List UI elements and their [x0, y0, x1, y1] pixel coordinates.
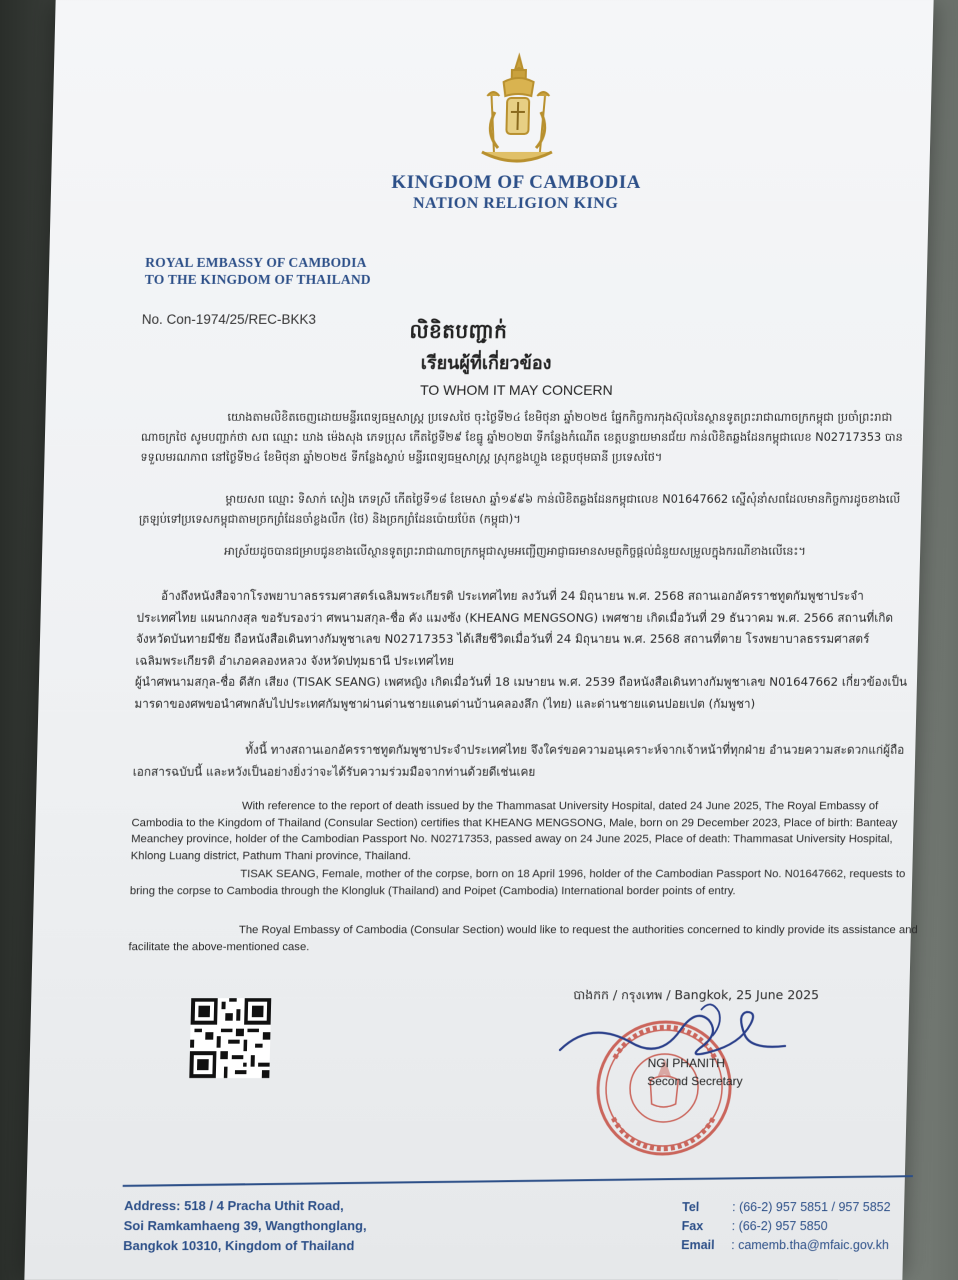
address-line-3: Bangkok 10310, Kingdom of Thailand — [123, 1238, 355, 1253]
email-value: : camemb.tha@mfaic.gov.kh — [731, 1238, 890, 1252]
tel-value: : (66-2) 957 5851 / 957 5852 — [731, 1200, 891, 1214]
fax-value: : (66-2) 957 5850 — [731, 1219, 828, 1233]
qr-code-icon — [189, 998, 271, 1078]
royal-coat-of-arms-icon — [471, 52, 564, 172]
kingdom-name: KINGDOM OF CAMBODIA — [391, 172, 642, 193]
embassy-line-1: ROYAL EMBASSY OF CAMBODIA — [145, 255, 367, 270]
tel-row — [682, 1198, 891, 1217]
english-paragraph-1: With reference to the report of death issued by the Thammasat University Hospital, dated 24 June 2025, The Royal Embassy of Cambodia to the Kingdom of Thailand (Consular Section) certifies that KHEANG MENGSONG, Male, born on 29 December 2023, Place of birth: Banteay Meanchey province, holder of the Cambodian Passport No. N02717353, passed away on 24 June 2025, Place of death: Thammasat University Hospital, Khlong Luang district, Pathum Thani province, Thailand. — [130, 800, 898, 862]
khmer-paragraph-1: យោងតាមលិខិតចេញដោយមន្ទីរពេទ្យធម្មសាស្ត្រ ប្រទេសថៃ ចុះថ្ងៃទី២៤ ខែមិថុនា ឆ្នាំ២០២៥ ផ្នែកកិច្ចការកុងស៊ុលនៃស្ថានទូតព្រះរាជាណាចក្រកម្ពុជា ប្រចាំព្រះរាជាណាចក្រថៃ សូមបញ្ជាក់ថា សព ឈ្មោះ ឃាង ម៉េងសុង ភេទប្រុស កើតថ្ងៃទី២៩ ខែធ្នូ ឆ្នាំ២០២៣ ទីកន្លែងកំណើត ខេត្តបន្ទាយមានជ័យ កាន់លិខិតឆ្លងដែនកម្ពុជាលេខ N02717353 បានទទួលមរណភាព នៅថ្ងៃទី២៤ ខែមិថុនា ឆ្នាំ២០២៥ ទីកន្លែងស្លាប់ មន្ទីរពេទ្យធម្មសាស្ត្រ ស្រុកខ្លងហ្លួង ខេត្តបថុមធានី ប្រទេសថៃ។ — [140, 411, 903, 464]
embassy-heading — [145, 254, 372, 288]
email-label: Email — [681, 1238, 715, 1252]
signer-title: Second Secretary — [647, 1074, 743, 1088]
date-line: បាងកក / กรุงเทพ / Bangkok, 25 June 2025 — [573, 987, 820, 1002]
thai-paragraph-1: อ้างถึงหนังสือจากโรงพยาบาลธรรมศาสตร์เฉลิมพระเกียรติ ประเทศไทย ลงวันที่ 24 มิถุนายน พ.ศ. 2568 สถานเอกอัครราชทูตกัมพูชาประจำประเทศไทย แผนกกงสุล ขอรับรองว่า ศพนามสกุล-ชื่อ คัง แมงซ้ง (KHEANG MENGSONG) เพศชาย เกิดเมื่อวันที่ 29 ธันวาคม พ.ศ. 2566 สถานที่เกิด จังหวัดบันทายมีชัย ถือหนังสือเดินทางกัมพูชาเลข N02717353 ได้เสียชีวิตเมื่อวันที่ 24 มิถุนายน พ.ศ. 2568 สถานที่ตาย โรงพยาบาลธรรมศาสตร์เฉลิมพระเกียรติ อำเภอคลองหลวง จังหวัดปทุมธานี ประเทศไทย — [135, 589, 894, 668]
signer-block — [647, 1054, 743, 1090]
footer-divider — [123, 1175, 913, 1187]
address-line-2: Soi Ramkamhaeng 39, Wangthonglang, — [123, 1218, 367, 1233]
kingdom-motto: NATION RELIGION KING — [412, 195, 619, 212]
email-row — [681, 1236, 890, 1255]
khmer-paragraph-3: អាស្រ័យដូចបានជម្រាបជូនខាងលើស្ថានទូតព្រះរាជាណាចក្រកម្ពុជាសូមអញ្ជើញអាជ្ញាធរមានសមត្ថកិច្ចផ្តល់ជំនួយសម្រួលក្នុងករណីខាងលើនេះ។ — [224, 545, 806, 558]
thai-title: เรียนผู้ที่เกี่ยวข้อง — [420, 353, 552, 374]
address-line-1: Address: 518 / 4 Pracha Uthit Road, — [123, 1198, 344, 1213]
fax-row — [681, 1217, 890, 1236]
embassy-line-2: TO THE KINGDOM OF THAILAND — [144, 272, 371, 287]
footer-contact — [681, 1198, 891, 1255]
fax-label: Fax — [681, 1219, 704, 1233]
khmer-title: លិខិតបញ្ជាក់ — [409, 319, 508, 343]
khmer-paragraph-2: ម្តាយសព ឈ្មោះ ទិសាក់ សៀង ភេទស្រី កើតថ្ងៃទី១៨ ខែមេសា ឆ្នាំ១៩៩៦ កាន់លិខិតឆ្លងដែនកម្ពុជាលេខ N01647662 ស្នើសុំនាំសពដែលមានកិច្ចការដូចខាងលើត្រឡប់ទៅប្រទេសកម្ពុជាតាមច្រកព្រំដែនចាំខ្លងលឹក (ថៃ) និងច្រកព្រំដែនប៉ោយប៉ែត (កម្ពុជា)។ — [138, 493, 901, 526]
signer-name: NGI PHANITH — [647, 1056, 726, 1070]
letter-paper — [24, 0, 933, 1280]
thai-paragraph-2: ผู้นำศพนามสกุล-ชื่อ ดีสัก เสียง (TISAK SEANG) เพศหญิง เกิดเมื่อวันที่ 18 เมษายน พ.ศ. 2539 ถือหนังสือเดินทางกัมพูชาเลข N01647662 เกี่ยวข้องเป็นมารดาของศพขอนำศพกลับไปประเทศกัมพูชาผ่านด่านชายแดนด่านบ้านคลองลึก (ไทย) และด่านชายแดนปอยเปต (กัมพูชา) — [134, 675, 908, 711]
tel-label: Tel — [681, 1200, 700, 1214]
footer-address — [123, 1196, 367, 1256]
english-title: TO WHOM IT MAY CONCERN — [419, 382, 613, 398]
thai-paragraph-3: ทั้งนี้ ทางสถานเอกอัครราชทูตกัมพูชาประจำประเทศไทย จึงใคร่ขอความอนุเคราะห์จากเจ้าหน้าที่ทุกฝ่าย อำนวยความสะดวกแก่ผู้ถือเอกสารฉบับนี้ และหวังเป็นอย่างยิ่งว่าจะได้รับความร่วมมือจากท่านด้วยดีเช่นเคย — [132, 743, 905, 779]
reference-number: No. Con-1974/25/REC-BKK3 — [141, 312, 317, 327]
english-paragraph-3: The Royal Embassy of Cambodia (Consular Section) would like to request the authorities concerned to kindly provide its assistance and facilitate the above-mentioned case. — [128, 924, 918, 953]
english-paragraph-2: TISAK SEANG, Female, mother of the corpse, born on 18 April 1996, holder of the Cambodian Passport No. N01647662, requests to bring the corpse to Cambodia through the Klongluk (Thailand) and Poipet (Cambodia) International border points of entry. — [129, 868, 906, 897]
kingdom-heading — [370, 172, 661, 213]
